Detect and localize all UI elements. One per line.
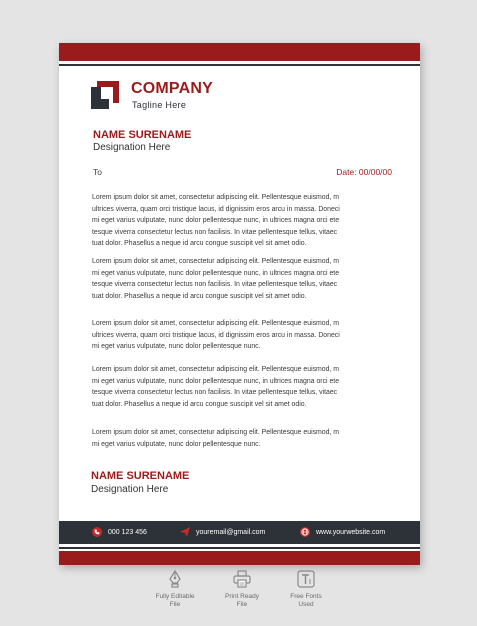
footer-website <box>300 527 385 537</box>
date-text: Date: 00/00/00 <box>336 167 392 177</box>
feature-print-label: Print Ready File <box>225 593 259 608</box>
website-url: www.yourwebsite.com <box>316 528 386 536</box>
body-paragraph-4: Lorem ipsum dolor sit amet, consectetur adipiscing elit. Pellentesque euismod, m mi eget varius vulputate, nunc dolor pellentesque nunc, in ultrices magna orci ete tesque viverra consectetur lectus non facilisis. In vitae pellentesque tellus, vitaec tuat dolor. Phasellus a neque id arcu congue suscipit vel sit amet odio. <box>92 366 340 408</box>
globe-icon <box>300 527 310 537</box>
email-address: youremail@gmail.com <box>196 528 266 536</box>
to-label: To <box>93 167 102 177</box>
recipient-name: NAME SURENAME <box>93 129 192 141</box>
phone-icon <box>92 527 102 537</box>
company-logo-icon <box>91 81 119 109</box>
pen-tool-icon <box>165 569 185 589</box>
sender-designation: Designation Here <box>91 484 169 495</box>
body-paragraph-1: Lorem ipsum dolor sit amet, consectetur adipiscing elit. Pellentesque euismod, m ultrices viverra, quam orci tristique lacus, id dignissim eros arcu in massa. Doneci mi eget varius vulputate, nunc dolor pellentesque nunc, in ultrices magna orci ete tesque viverra consectetur lectus non facilisis. In vitae pellentesque tellus, vitaec tuat dolor. Phasellus a neque id arcu congue suscipit vel sit amet odio. <box>92 194 340 248</box>
recipient-designation: Designation Here <box>93 142 171 153</box>
body-paragraph-2: Lorem ipsum dolor sit amet, consectetur adipiscing elit. Pellentesque euismod, m mi eget varius vulputate, nunc dolor pellentesque nunc, in ultrices magna orci ete tesque viverra consectetur lectus non facilisis. In vitae pellentesque tellus, vitaec tuat dolor. Phasellus a neque id arcu congue suscipit vel sit amet odio. <box>92 258 340 300</box>
company-tagline: Tagline Here <box>132 100 187 110</box>
printer-icon <box>232 569 252 589</box>
feature-fonts-label: Free Fonts Used <box>290 593 322 608</box>
footer-divider-line <box>59 547 420 549</box>
phone-number: 000 123 456 <box>108 528 147 536</box>
sender-name: NAME SURENAME <box>91 470 190 482</box>
company-name: COMPANY <box>131 80 213 97</box>
footer-accent-bar <box>59 551 420 565</box>
feature-editable-label: Fully Editable File <box>155 593 195 608</box>
footer-email <box>180 527 265 537</box>
footer-contact-bar <box>59 521 420 544</box>
font-icon <box>296 569 316 589</box>
header-accent-bar <box>59 43 420 61</box>
body-paragraph-5: Lorem ipsum dolor sit amet, consectetur adipiscing elit. Pellentesque euismod, m mi eget varius vulputate, nunc dolor pellentesque nunc. <box>92 429 340 448</box>
footer-phone <box>92 527 147 537</box>
body-paragraph-3: Lorem ipsum dolor sit amet, consectetur adipiscing elit. Pellentesque euismod, m ultrices viverra, quam orci tristique lacus, id dignissim eros arcu in massa. Doneci mi eget varius vulputate, nunc dolor pellentesque nunc. <box>92 320 340 351</box>
letterhead-page <box>59 43 420 565</box>
feature-fonts <box>261 569 351 609</box>
send-icon <box>180 527 190 537</box>
header-divider-line <box>59 64 420 66</box>
